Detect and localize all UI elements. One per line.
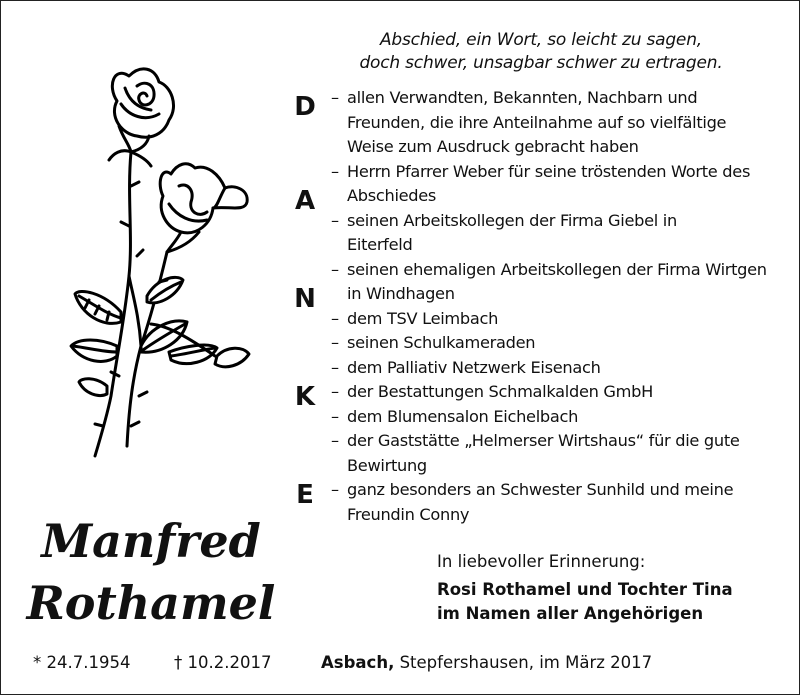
place-rest: Stepfershausen, im März 2017 <box>394 653 653 672</box>
list-item: – Herrn Pfarrer Weber für seine tröstenden Worte des Abschiedes <box>331 161 751 205</box>
birth-date: * 24.7.1954 <box>33 653 131 672</box>
place-and-date <box>321 652 652 674</box>
death-date: † 10.2.2017 <box>174 653 272 672</box>
list-item: – allen Verwandten, Bekannten, Nachbarn und Freunden, die ihre Anteilnahme auf so vielfältige Weise zum Ausdruck gebracht haben <box>331 88 727 156</box>
farewell-poem <box>301 29 781 75</box>
signature-line: im Namen aller Angehörigen <box>437 604 704 623</box>
dank-letter-k: K <box>294 382 316 412</box>
list-item: – dem TSV Leimbach <box>331 308 499 328</box>
memory-block <box>437 550 797 626</box>
deceased-first-name: Manfred <box>41 514 261 568</box>
list-item: – seinen Schulkameraden <box>331 333 536 352</box>
thanks-list <box>331 86 791 527</box>
list-item: – ganz besonders an Schwester Sunhild und meine Freundin Conny <box>331 480 734 524</box>
poem-line: doch schwer, unsagbar schwer zu ertragen. <box>359 53 723 73</box>
dank-letter-n: N <box>294 284 316 314</box>
list-item: – der Bestattungen Schmalkalden GmbH <box>331 382 653 401</box>
list-item: – dem Palliativ Netzwerk Eisenach <box>331 357 601 377</box>
rose-illustration <box>59 56 279 476</box>
list-item: – der Gaststätte „Helmerser Wirtshaus“ für die gute Bewirtung <box>331 431 740 475</box>
list-item: – dem Blumensalon Eichelbach <box>331 406 579 426</box>
dank-letter-e: E <box>296 480 314 510</box>
dank-letter-a: A <box>294 186 316 216</box>
deceased-last-name: Rothamel <box>26 576 276 630</box>
poem-line: Abschied, ein Wort, so leicht zu sagen, <box>380 30 702 50</box>
dank-letter-d: D <box>294 92 316 122</box>
list-item: – seinen ehemaligen Arbeitskollegen der Firma Wirtgen in Windhagen <box>331 259 767 303</box>
memory-label: In liebevoller Erinnerung: <box>437 552 646 571</box>
place-town: Asbach, <box>321 653 395 672</box>
signature-line: Rosi Rothamel und Tochter Tina <box>437 580 733 599</box>
list-item: – seinen Arbeitskollegen der Firma Giebel in Eiterfeld <box>331 210 677 254</box>
